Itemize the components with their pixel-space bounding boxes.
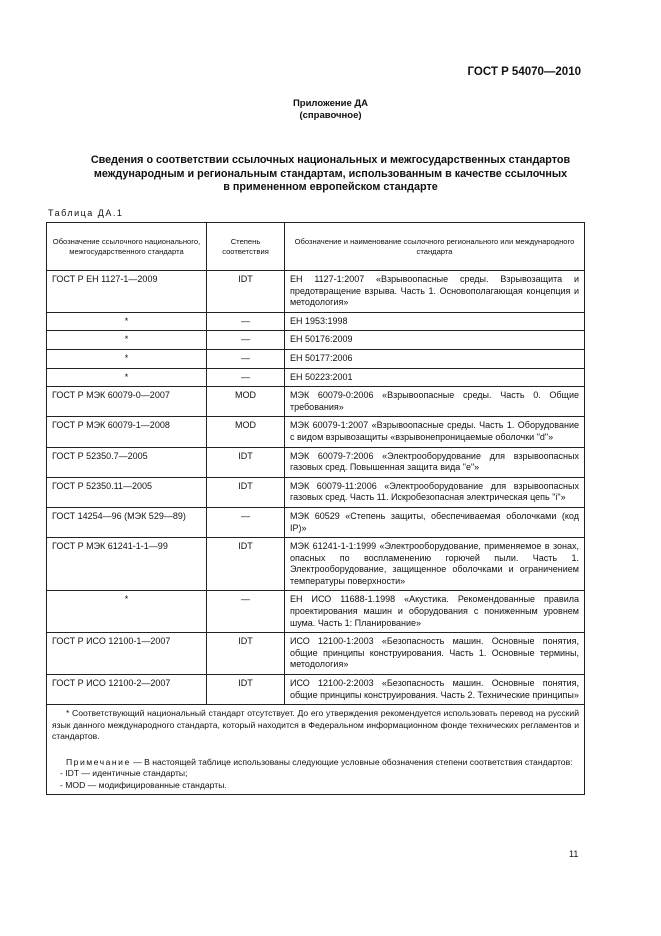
national-standard-cell: ГОСТ Р МЭК 60079-1—2008 [47,417,207,447]
degree-cell: — [207,331,285,350]
international-standard-cell: ЕН 50223:2001 [285,368,585,387]
footnote: * Соответствующий национальный стандарт отсутствует. До его утверждения рекомендуется использовать перевод на русский язык данного международного стандарта, который находится в Федеральном информационном фонде технических регламентов и стандартов. [52,708,579,742]
international-standard-cell: МЭК 60079-7:2006 «Электрооборудование для взрывоопасных газовых сред. Повышенная защита вида "е"» [285,447,585,477]
heading-line: в примененном европейском стандарте [223,181,438,193]
international-standard-cell: МЭК 60079-0:2006 «Взрывоопасные среды. Часть 0. Общие требования» [285,387,585,417]
annex-subtitle: (справочное) [299,110,362,121]
table-row [47,331,585,350]
table-header-row [47,223,585,271]
degree-cell: MOD [207,417,285,447]
national-standard-cell: ГОСТ Р МЭК 61241-1-1—99 [47,538,207,591]
international-standard-cell: МЭК 60529 «Степень защиты, обеспечиваемая оболочками (код IP)» [285,507,585,537]
table-row [47,447,585,477]
header-international: Обозначение и наименование ссылочного регионального или международного стандарта [285,223,585,271]
heading-line: международным и региональным стандартам, использованным в качестве ссылочных [93,167,568,180]
national-standard-cell: ГОСТ Р 52350.7—2005 [47,447,207,477]
table-row [47,368,585,387]
national-standard-cell: ГОСТ Р МЭК 60079-0—2007 [47,387,207,417]
table-row [47,675,585,705]
table-row [47,477,585,507]
header-degree: Степень соответствия [207,223,285,271]
international-standard-cell: МЭК 60079-1:2007 «Взрывоопасные среды. Часть 1. Оборудование с видом взрывозащиты «взрывонепроницаемые оболочки "d"» [285,417,585,447]
table-row [47,271,585,313]
header-national: Обозначение ссылочного национального, межгосударственного стандарта [47,223,207,271]
degree-cell: — [207,349,285,368]
table-footer [47,705,585,795]
degree-cell: IDT [207,538,285,591]
section-heading [40,154,621,195]
international-standard-cell: ЕН ИСО 11688-1.1998 «Акустика. Рекомендованные правила проектирования машин и оборудования с пониженным уровнем шума. Часть 1: Планирование» [285,591,585,633]
note-item: - MOD — модифицированные стандарты. [60,779,227,790]
degree-cell: IDT [207,633,285,675]
table-body [47,271,585,705]
international-standard-cell: МЭК 61241-1-1:1999 «Электрооборудование, применяемое в зонах, опасных по воспламенению горючей пыли. Часть 1. Электрооборудование, защищенное оболочками и ограничением температуры поверхности» [285,538,585,591]
note [52,757,579,769]
international-standard-cell: МЭК 60079-11:2006 «Электрооборудование для взрывоопасных газовых сред. Часть 11. Искробезопасная электрическая цепь "i"» [285,477,585,507]
degree-cell: — [207,507,285,537]
degree-cell: — [207,312,285,331]
note-item: - IDT — идентичные стандарты; [60,768,188,779]
international-standard-cell: ЕН 50176:2009 [285,331,585,350]
table-row [47,349,585,368]
international-standard-cell: ИСО 12100-1:2003 «Безопасность машин. Основные понятия, общие принципы конструирования. Часть 1. Основные термины, методология» [285,633,585,675]
international-standard-cell: ЕН 1953:1998 [285,312,585,331]
table-row [47,633,585,675]
correspondence-table [46,222,585,795]
degree-cell: IDT [207,477,285,507]
table-row [47,538,585,591]
page-number: 11 [569,849,579,859]
international-standard-cell: ЕН 1127-1:2007 «Взрывоопасные среды. Взрывозащита и предотвращение взрыва. Часть 1. Основополагающая концепция и методология» [285,271,585,313]
heading-line: Сведения о соответствии ссылочных национальных и межгосударственных стандартов [90,154,571,166]
annex-title: Приложение ДА [292,98,369,109]
table-row [47,417,585,447]
national-standard-cell: ГОСТ Р ИСО 12100-1—2007 [47,633,207,675]
national-standard-cell: * [47,312,207,331]
table-row [47,591,585,633]
table-footer-row [47,705,585,795]
degree-cell: — [207,368,285,387]
national-standard-cell: * [47,349,207,368]
document-code: ГОСТ Р 54070—2010 [467,66,581,78]
table-row [47,387,585,417]
degree-cell: — [207,591,285,633]
note-text: — В настоящей таблице использованы следующие условные обозначения степени соответствия стандартов: [133,756,573,767]
international-standard-cell: ИСО 12100-2:2003 «Безопасность машин. Основные понятия, общие принципы конструирования. Часть 2. Технические принципы» [285,675,585,705]
national-standard-cell: ГОСТ Р ЕН 1127-1—2009 [47,271,207,313]
table-row [47,312,585,331]
national-standard-cell: ГОСТ Р 52350.11—2005 [47,477,207,507]
table-label: Таблица ДА.1 [48,208,124,218]
international-standard-cell: ЕН 50177:2006 [285,349,585,368]
national-standard-cell: * [47,331,207,350]
table-row [47,507,585,537]
annex-heading [0,98,661,122]
national-standard-cell: * [47,591,207,633]
note-label: Примечание [66,756,131,767]
degree-cell: IDT [207,675,285,705]
national-standard-cell: ГОСТ Р ИСО 12100-2—2007 [47,675,207,705]
degree-cell: IDT [207,447,285,477]
national-standard-cell: * [47,368,207,387]
national-standard-cell: ГОСТ 14254—96 (МЭК 529—89) [47,507,207,537]
degree-cell: IDT [207,271,285,313]
degree-cell: MOD [207,387,285,417]
